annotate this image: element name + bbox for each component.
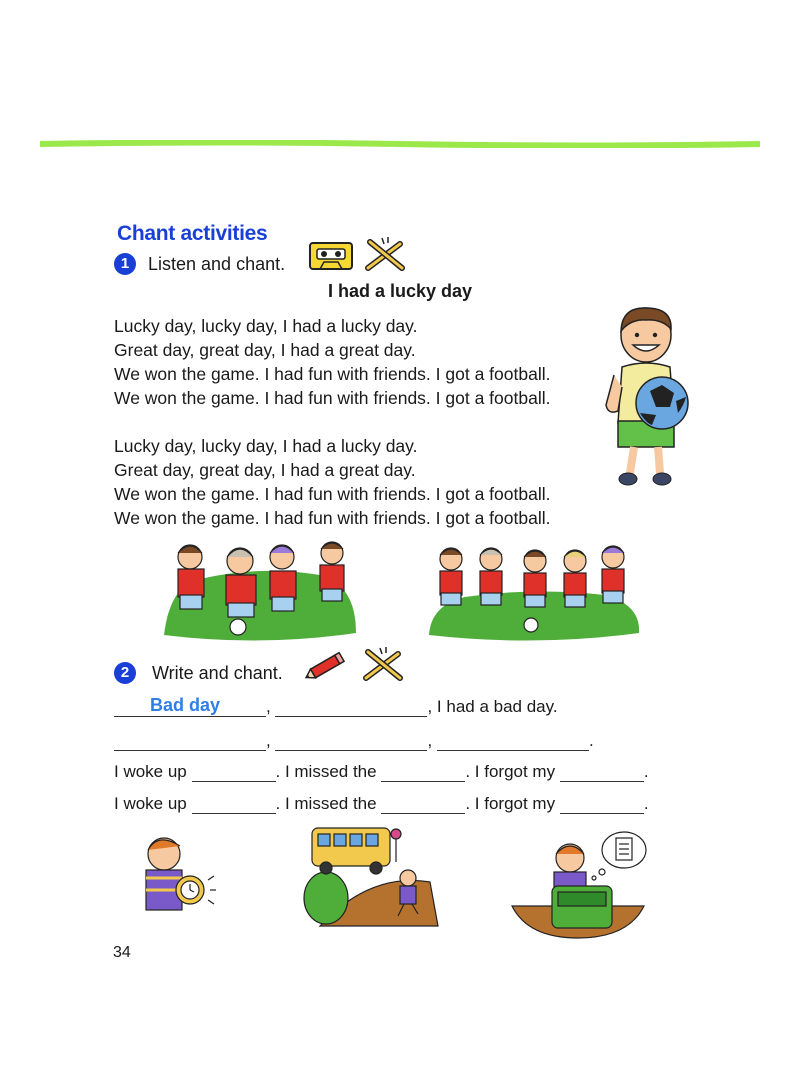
missed-text: . I missed the	[275, 794, 377, 813]
missed-school-bus-illustration	[300, 822, 440, 927]
comma: ,	[427, 731, 433, 750]
blank[interactable]	[114, 732, 266, 751]
verse-1-line-3: We won the game. I had fun with friends. I got a football.	[114, 364, 551, 384]
period: .	[643, 762, 649, 781]
verse-2-line-2: Great day, great day, I had a great day.	[114, 460, 416, 480]
football-game-illustration	[160, 535, 360, 645]
answer-blank[interactable]	[114, 695, 266, 717]
song-title: I had a lucky day	[327, 281, 473, 301]
blank[interactable]	[437, 732, 589, 751]
clapping-sticks-icon-2	[360, 646, 404, 682]
blank[interactable]	[560, 763, 644, 782]
line-1-ending: , I had a bad day.	[427, 697, 558, 716]
activity-number-2: 2	[114, 662, 136, 684]
verse-2-line-4: We won the game. I had fun with friends. I got a football.	[114, 508, 551, 528]
write-line-1	[114, 697, 558, 717]
write-line-3	[114, 762, 649, 782]
period: .	[643, 794, 649, 813]
forgot-homework-illustration	[508, 828, 648, 940]
write-line-2	[114, 731, 594, 751]
forgot-text: . I forgot my	[465, 762, 556, 781]
verse-2-line-1: Lucky day, lucky day, I had a lucky day.	[114, 436, 418, 456]
blank[interactable]	[192, 763, 276, 782]
clapping-sticks-icon	[362, 236, 406, 272]
blank[interactable]	[381, 795, 465, 814]
blank[interactable]	[560, 795, 644, 814]
team-celebrating-illustration	[425, 535, 645, 645]
activity-2-instruction: Write and chant.	[152, 663, 283, 683]
blank[interactable]	[381, 763, 465, 782]
blank[interactable]	[275, 732, 427, 751]
blank[interactable]	[275, 698, 427, 717]
woke-up-text: I woke up	[114, 794, 187, 813]
period: .	[588, 731, 594, 750]
woke-up-text: I woke up	[114, 762, 187, 781]
comma: ,	[266, 731, 271, 750]
activity-1-instruction: Listen and chant.	[148, 254, 286, 274]
verse-1-line-1: Lucky day, lucky day, I had a lucky day.	[114, 316, 418, 336]
section-heading: Chant activities	[117, 222, 268, 245]
forgot-text: . I forgot my	[465, 794, 556, 813]
blank[interactable]	[192, 795, 276, 814]
page-number: 34	[113, 944, 131, 961]
verse-2-line-3: We won the game. I had fun with friends. I got a football.	[114, 484, 551, 504]
boy-with-football-illustration	[600, 305, 692, 490]
verse-1-line-4: We won the game. I had fun with friends. I got a football.	[114, 388, 551, 408]
pencil-icon	[303, 650, 349, 682]
verse-1-line-2: Great day, great day, I had a great day.	[114, 340, 416, 360]
activity-number-1: 1	[114, 253, 136, 275]
filled-answer: Bad day	[150, 695, 221, 715]
missed-text: . I missed the	[275, 762, 377, 781]
write-line-4	[114, 794, 649, 814]
cassette-icon	[308, 241, 354, 271]
boy-with-alarm-clock-illustration	[128, 828, 220, 920]
comma: ,	[266, 697, 271, 716]
green-divider-line	[40, 140, 760, 148]
